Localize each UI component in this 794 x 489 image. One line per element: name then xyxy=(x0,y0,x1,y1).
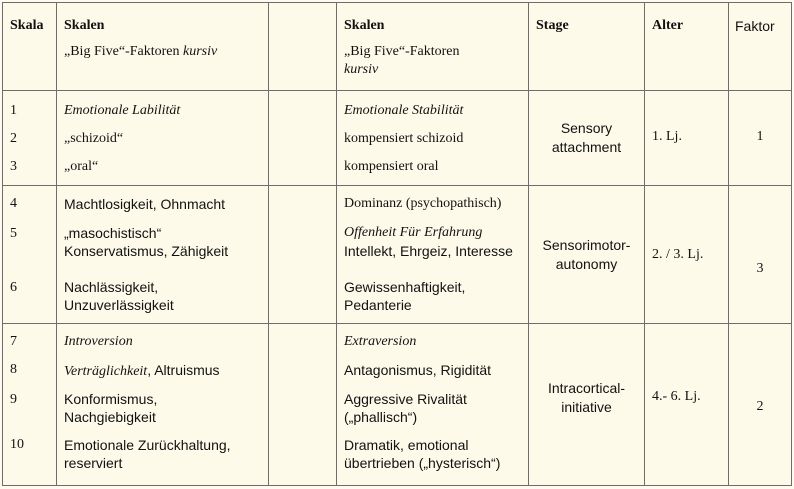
scale-number: 10 xyxy=(10,436,24,452)
stage-label: Sensory xyxy=(560,120,613,137)
scale-label: („phallisch“) xyxy=(344,408,418,425)
scale-number: 4 xyxy=(10,196,17,212)
scale-number: 7 xyxy=(10,333,17,349)
group-row-1 xyxy=(3,91,792,186)
header-spacer xyxy=(269,3,337,91)
stage-label: Sensorimotor- xyxy=(542,237,631,254)
group2-numbers xyxy=(3,186,57,323)
stage-label: initiative xyxy=(561,398,612,415)
scale-label: Antagonismus, Rigidität xyxy=(344,361,492,378)
scale-label: Aggressive Rivalität xyxy=(344,390,467,407)
header-stage xyxy=(529,3,645,91)
header-skalen-right-title: Skalen xyxy=(344,18,385,33)
scale-label: „masochistisch“ xyxy=(64,225,162,242)
scale-number: 5 xyxy=(10,226,17,242)
group2-spacer xyxy=(269,186,337,323)
group2-right-scales xyxy=(337,186,529,323)
scale-label: Konformismus, xyxy=(64,390,158,407)
group3-numbers xyxy=(3,323,57,485)
group-row-3 xyxy=(3,323,792,485)
header-skala xyxy=(3,3,57,91)
scale-label: Unzuverlässigkeit xyxy=(64,297,174,314)
scale-label: Introversion xyxy=(64,333,133,349)
scale-label: Intellekt, Ehrgeiz, Interesse xyxy=(344,243,513,260)
header-skalen-right xyxy=(337,3,529,91)
scale-number: 8 xyxy=(10,361,17,377)
group1-stage xyxy=(529,91,645,186)
group1-spacer xyxy=(269,91,337,186)
group1-alter xyxy=(645,91,729,186)
scale-label: Extraversion xyxy=(344,333,417,349)
group1-numbers xyxy=(3,91,57,186)
scale-label: Emotionale Zurückhaltung, xyxy=(64,436,231,453)
stage-label: autonomy xyxy=(555,256,618,273)
age-label: 1. Lj. xyxy=(652,129,682,145)
header-skalen-left-title: Skalen xyxy=(64,18,105,33)
scale-label: kompensiert schizoid xyxy=(344,131,464,147)
header-row xyxy=(3,3,792,91)
group3-faktor xyxy=(729,323,792,485)
group1-faktor xyxy=(729,91,792,186)
scale-label: reserviert xyxy=(64,454,123,471)
group-row-2 xyxy=(3,186,792,323)
scale-label: Emotionale Stabilität xyxy=(344,103,464,119)
group1-right-scales xyxy=(337,91,529,186)
scale-label: Dramatik, emotional xyxy=(344,436,469,453)
scale-number: 1 xyxy=(10,103,17,119)
header-faktor xyxy=(729,3,792,91)
group2-left-scales xyxy=(57,186,269,323)
factor-value: 2 xyxy=(756,398,764,414)
age-label: 4.- 6. Lj. xyxy=(652,388,701,404)
stage-label: Intracortical- xyxy=(547,379,626,396)
factor-value: 1 xyxy=(756,129,764,145)
scale-label: übertrieben („hysterisch“) xyxy=(344,454,501,471)
group3-spacer xyxy=(269,323,337,485)
scale-label: „schizoid“ xyxy=(64,131,124,147)
header-alter-label: Alter xyxy=(652,18,684,33)
group1-left-scales xyxy=(57,91,269,186)
scale-label: Nachgiebigkeit xyxy=(64,408,156,425)
group3-left-scales xyxy=(57,323,269,485)
scale-label: Pedanterie xyxy=(344,297,412,314)
scale-label: Konservatismus, Zähigkeit xyxy=(64,243,229,260)
scales-table xyxy=(2,2,792,486)
scale-number: 6 xyxy=(10,280,17,296)
header-skalen-left xyxy=(57,3,269,91)
group3-alter xyxy=(645,323,729,485)
scale-number: 3 xyxy=(10,159,17,175)
group2-stage xyxy=(529,186,645,323)
scale-label: Machtlosigkeit, Ohnmacht xyxy=(64,196,226,213)
stage-label: attachment xyxy=(551,139,622,156)
header-stage-label: Stage xyxy=(536,18,569,33)
header-faktor-label: Faktor xyxy=(735,18,775,34)
header-skalen-right-subtitle: „Big Five“-Faktoren xyxy=(344,44,460,59)
scale-label: „oral“ xyxy=(64,159,99,175)
header-skala-label: Skala xyxy=(10,18,44,33)
header-alter xyxy=(645,3,729,91)
scale-number: 9 xyxy=(10,391,17,407)
group2-faktor xyxy=(729,186,792,323)
scale-label: Nachlässigkeit, xyxy=(64,279,159,296)
scale-number: 2 xyxy=(10,131,17,147)
scale-label: Emotionale Labilität xyxy=(64,103,181,119)
scale-label: kompensiert oral xyxy=(344,159,439,175)
scale-label: Offenheit Für Erfahrung xyxy=(344,225,483,241)
group3-right-scales xyxy=(337,323,529,485)
group2-alter xyxy=(645,186,729,323)
header-skalen-right-subtitle-italic: kursiv xyxy=(344,62,379,77)
scale-label: Gewissenhaftigkeit, xyxy=(344,279,466,296)
scale-label: Dominanz (psychopathisch) xyxy=(344,196,502,212)
scale-label: Verträglichkeit, Altruismus xyxy=(64,361,220,379)
group3-stage xyxy=(529,323,645,485)
factor-value: 3 xyxy=(756,261,764,277)
age-label: 2. / 3. Lj. xyxy=(652,247,704,263)
header-skalen-left-subtitle: „Big Five“-Faktoren kursiv xyxy=(64,44,218,59)
